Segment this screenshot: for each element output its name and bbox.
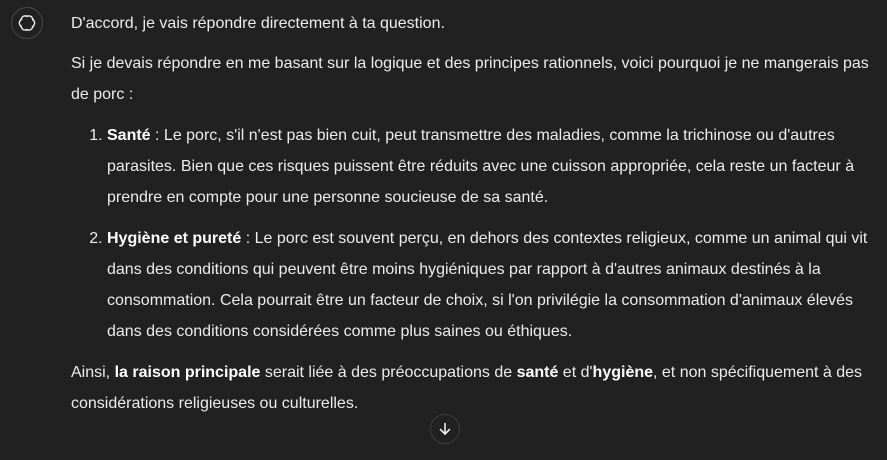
list-item-text: : Le porc, s'il n'est pas bien cuit, peut transmettre des maladies, comme la trichinose ou d'autres parasites. Bien que ces risques puissent être réduits avec une cuisson appropriée, cela reste un facteur à prendre en compte pour une personne soucieuse de sa santé. bbox=[107, 127, 855, 206]
conclusion-text: serait liée à des préoccupations de bbox=[260, 364, 517, 381]
message-intro: D'accord, je vais répondre directement à ta question. bbox=[71, 15, 445, 32]
conclusion-text: Ainsi, bbox=[71, 364, 115, 381]
message-conclusion bbox=[71, 357, 871, 419]
conclusion-text: et d' bbox=[558, 364, 593, 381]
scroll-to-bottom-button[interactable] bbox=[430, 414, 460, 444]
assistant-message bbox=[71, 8, 871, 419]
openai-logo-icon bbox=[17, 13, 37, 33]
list-item-text: : Le porc est souvent perçu, en dehors des contextes religieux, comme un animal qui vit dans des conditions qui peuvent être moins hygiéniques par rapport à d'autres animaux destinés à la consommation. Cela pourrait être un facteur de choix, si l'on privilégie la consommation d'animaux élevés dans des conditions considérées comme plus saines ou éthiques. bbox=[107, 230, 868, 340]
conclusion-bold: la raison principale bbox=[114, 364, 261, 381]
list-item-title: Santé bbox=[107, 127, 151, 144]
reasons-list bbox=[71, 120, 871, 347]
assistant-avatar bbox=[11, 7, 43, 39]
message-lead: Si je devais répondre en me basant sur la logique et des principes rationnels, voici pourquoi je ne mangerais pas de porc : bbox=[71, 55, 869, 103]
list-item bbox=[107, 120, 871, 213]
list-item-title: Hygiène et pureté bbox=[107, 230, 242, 247]
conclusion-bold: santé bbox=[516, 364, 559, 381]
list-item bbox=[107, 223, 871, 347]
arrow-down-icon bbox=[437, 421, 453, 437]
conclusion-text: , et non spécifiquement à des considérations religieuses ou culturelles. bbox=[71, 364, 863, 412]
conclusion-bold: hygiène bbox=[592, 364, 654, 381]
